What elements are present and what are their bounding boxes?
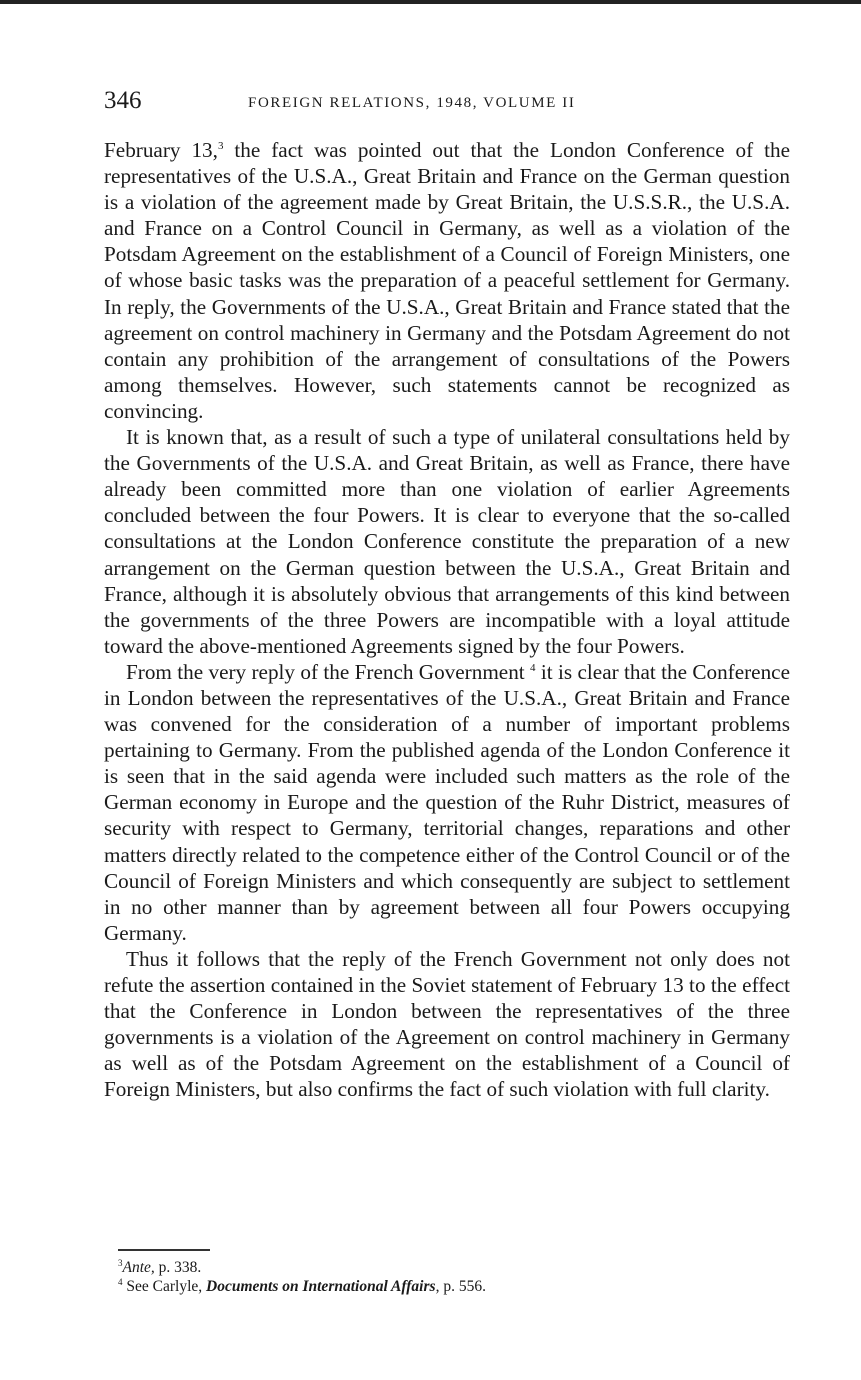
main-text <box>104 137 790 1102</box>
footnotes <box>118 1258 790 1296</box>
footnote-divider <box>118 1249 210 1251</box>
top-edge-rule <box>0 0 861 4</box>
footnote-ref-3: 3 <box>217 140 224 152</box>
paragraph-4: Thus it follows that the reply of the French Government not only does not refute the assertion contained in the Soviet statement of February 13 to the effect that the Conference in London between the representatives of the three governments is a violation of the Agreement on control machinery in Germany as well as of the Potsdam Agreement on the establishment of a Council of Foreign Ministers, but also confirms the fact of such violation with full clarity. <box>104 946 790 1102</box>
paragraph-3: From the very reply of the French Government $^4$ it is clear that the Conference in London between the representatives of the U.S.A., Great Britain and France was convened for the consideration of a number of important problems pertaining to Germany. From the published agenda of the London Conference it is seen that in the said agenda were included such matters as the role of the German economy in Europe and the question of the Ruhr District, measures of security with respect to Germany, territorial changes, reparations and other matters directly related to the competence either of the Control Council or of the Council of Foreign Ministers and which consequently are subject to settlement in no other manner than by agreement between all four Powers occupying Germany. <box>104 659 790 945</box>
paragraph-1: February 13,$^3$ the fact was pointed out that the London Conference of the representatives of the U.S.A., Great Britain and France on the German question is a violation of the agreement made by Great Britain, the U.S.S.R., the U.S.A. and France on a Control Council in Germany, as well as a violation of the Potsdam Agreement on the establishment of a Council of Foreign Ministers, one of whose basic tasks was the preparation of a peaceful settlement for Germany. In reply, the Governments of the U.S.A., Great Britain and France stated that the agreement on control machinery in Germany and the Potsdam Agreement do not contain any prohibition of the arrangement of consultations of the Powers among themselves. However, such statements cannot be recognized as convincing. <box>104 138 791 423</box>
footnote-3: $^3$Ante, p. 338. <box>118 1258 202 1276</box>
paragraph-2: It is known that, as a result of such a type of unilateral consultations held by the Governments of the U.S.A. and Great Britain, as well as France, there have already been committed more than one violation of earlier Agreements concluded between the four Powers. It is clear to everyone that the so-called consultations at the London Conference constitute the preparation of a new arrangement on the German question between the U.S.A., Great Britain and France, although it is absolutely obvious that arrangements of this kind between the governments of the three Powers are incompatible with a loyal attitude toward the above-mentioned Agreements signed by the four Powers. <box>104 425 790 658</box>
running-head: FOREIGN RELATIONS, 1948, VOLUME II <box>248 95 576 111</box>
page-number: 346 <box>104 87 142 114</box>
page-header <box>104 86 790 120</box>
footnote-4: $^4$ See Carlyle, Documents on International Affairs, p. 556. <box>118 1277 486 1295</box>
footnote-ref-4: 4 <box>530 661 536 674</box>
